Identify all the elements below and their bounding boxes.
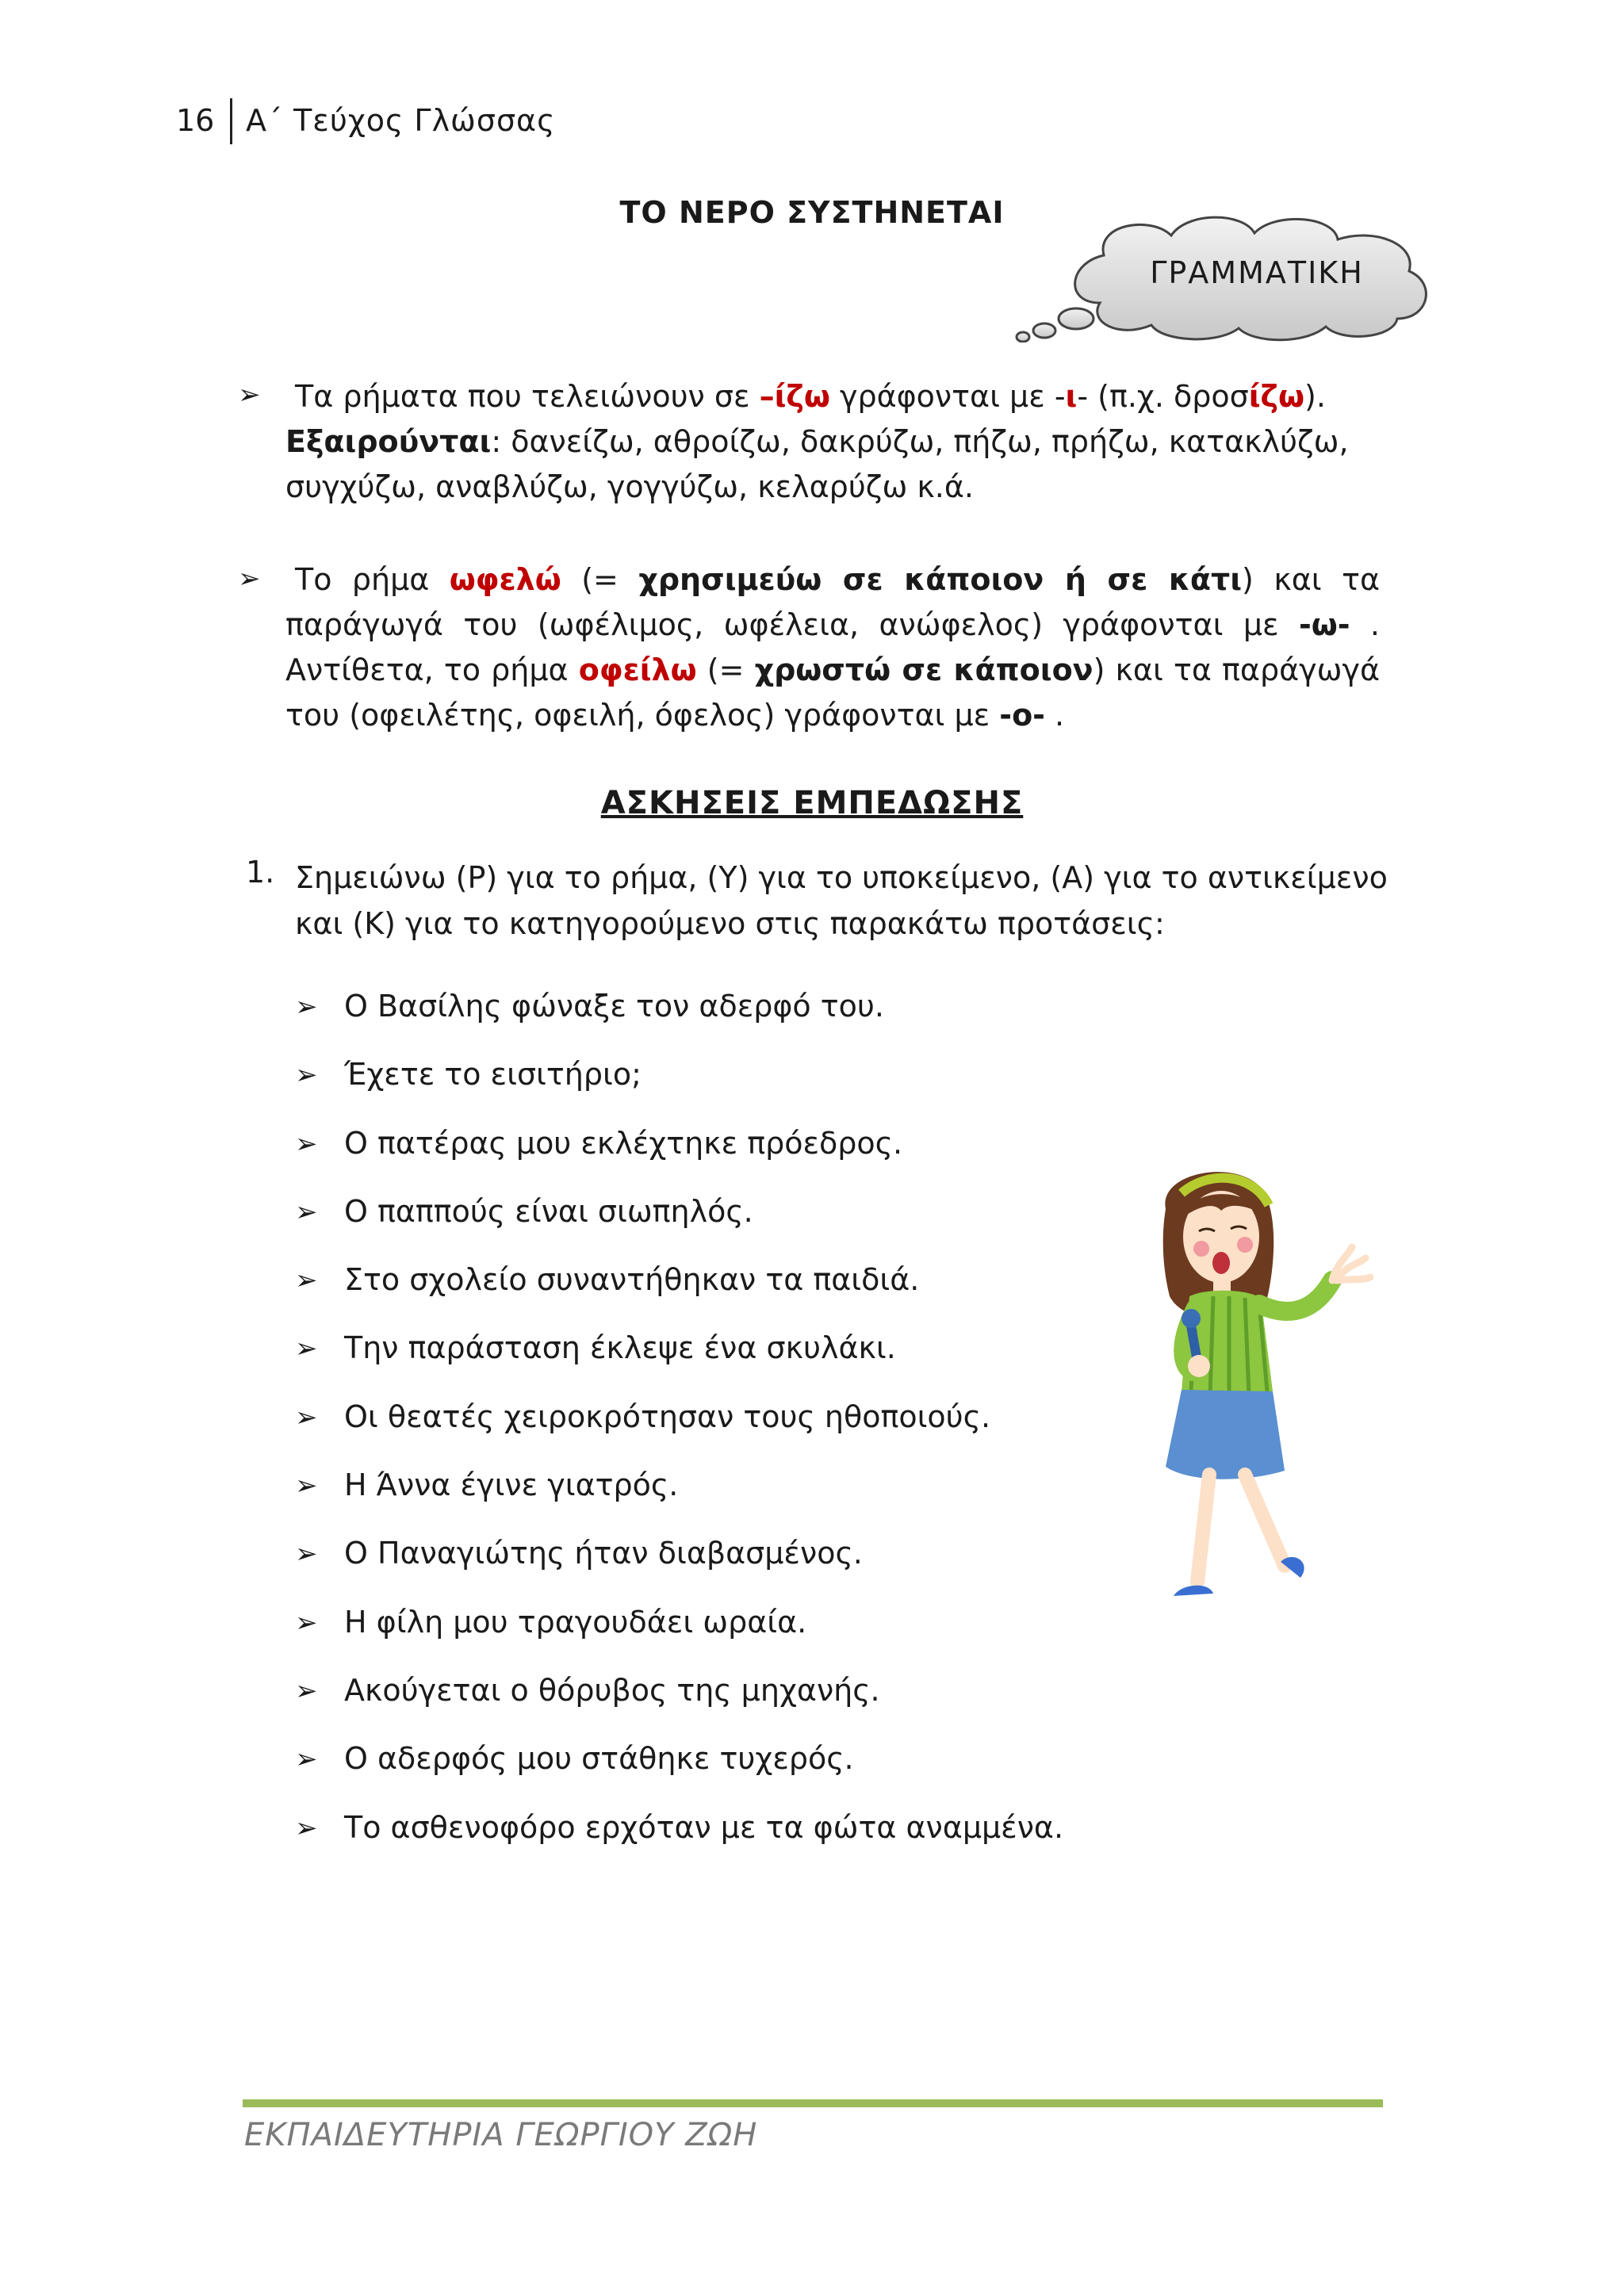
list-item: [295, 1468, 1063, 1536]
rule2-text: ) και τα παράγωγά του (ωφέλιμος, ωφέλεια, ανώφελος) γράφονται με: [285, 562, 1380, 642]
sentence-text: Έχετε το εισιτήριο;: [344, 1057, 642, 1093]
list-item: [295, 1330, 1063, 1399]
rule2-definition-1: χρησιμεύω σε κάποιον ή σε κάτι: [638, 562, 1243, 597]
exercise-instruction: Σημειώνω (Ρ) για το ρήμα, (Υ) για το υποκείμενο, (Α) για το αντικείμενο και (Κ) για το κατηγορούμενο στις παρακάτω προτάσεις:: [295, 860, 1388, 941]
exercises-heading: ΑΣΚΗΣΕΙΣ ΕΜΠΕΔΩΣΗΣ: [600, 785, 1024, 821]
rule1-paragraph: [285, 374, 1380, 510]
bullet-arrow-icon: ➢: [295, 1333, 318, 1365]
bullet-arrow-icon: ➢: [295, 1127, 318, 1160]
sentence-text: Ακούγεται ο θόρυβος της μηχανής.: [344, 1672, 880, 1708]
sentence-text: Ο παππούς είναι σιωπηλός.: [344, 1193, 753, 1229]
rule2-verb-ofeilo: οφείλω: [578, 652, 697, 687]
list-item: [295, 1673, 1063, 1741]
list-item: [295, 1741, 1063, 1809]
bullet-arrow-icon: ➢: [295, 1606, 318, 1639]
rule1-bullet-arrow-icon: ➢: [238, 379, 261, 411]
bullet-arrow-icon: ➢: [295, 1812, 318, 1844]
sentence-text: Την παράσταση έκλεψε ένα σκυλάκι.: [344, 1330, 896, 1366]
bullet-arrow-icon: ➢: [295, 1401, 318, 1433]
header-title: Α΄ Τεύχος Γλώσσας: [246, 103, 556, 138]
header-divider: [230, 98, 232, 144]
rule2-omega: -ω-: [1298, 607, 1350, 642]
rule2-paragraph: [285, 557, 1380, 738]
footer-text: ΕΚΠΑΙΔΕΥΤΗΡΙΑ ΓΕΩΡΓΙΟΥ ΖΩΗ: [244, 2117, 758, 2153]
exercise-number: 1.: [246, 855, 275, 890]
list-item: [295, 1605, 1063, 1673]
sentence-text: Η φίλη μου τραγουδάει ωραία.: [344, 1604, 807, 1640]
rule1-example-ending: ίζω: [1248, 379, 1305, 414]
sentence-text: Ο αδερφός μου στάθηκε τυχερός.: [344, 1741, 854, 1777]
list-item: [295, 1262, 1063, 1330]
sentence-text: Οι θεατές χειροκρότησαν τους ηθοποιούς.: [344, 1399, 991, 1434]
grammar-badge-label: ΓΡΑΜΜΑΤΙΚΗ: [1150, 255, 1364, 290]
rule2-bullet-arrow-icon: ➢: [238, 563, 261, 595]
rule1-exceptions: : δανείζω, αθροίζω, δακρύζω, πήζω, πρήζω, κατακλύζω, συγχύζω, αναβλύζω, γογγύζω, κελαρύζω κ.ά.: [285, 424, 1349, 504]
list-item: [295, 1536, 1063, 1604]
rule2-text: . Αντίθετα, το ρήμα: [285, 607, 1380, 687]
bullet-arrow-icon: ➢: [295, 1196, 318, 1228]
bullet-arrow-icon: ➢: [295, 1674, 318, 1707]
rule1-iota: ι: [1065, 379, 1078, 414]
rule2-omicron: -ο-: [999, 698, 1045, 733]
rule1-exceptions-label: Εξαιρούνται: [285, 424, 492, 459]
page-title: ΤΟ ΝΕΡΟ ΣΥΣΤΗΝΕΤΑΙ: [619, 195, 1005, 230]
sentence-text: Η Άννα έγινε γιατρός.: [344, 1468, 679, 1503]
footer-divider: [243, 2099, 1383, 2107]
rule2-verb-ofelo: ωφελώ: [449, 562, 561, 597]
bullet-arrow-icon: ➢: [295, 1743, 318, 1776]
bullet-arrow-icon: ➢: [295, 1538, 318, 1571]
bullet-arrow-icon: ➢: [295, 1470, 318, 1502]
rule2-text: ) και τα παράγωγά του (οφειλέτης, οφειλή, όφελος) γράφονται με: [285, 652, 1380, 733]
rule2-text: .: [1044, 698, 1065, 733]
list-item: [295, 1810, 1063, 1878]
list-item: [295, 1057, 1063, 1125]
rule2-text: (=: [561, 562, 639, 597]
list-item: [295, 1126, 1063, 1194]
rule1-suffix: –ίζω: [759, 379, 830, 414]
sentence-list: [295, 989, 1063, 1878]
page-number: 16: [176, 103, 215, 138]
sentence-text: Ο Παναγιώτης ήταν διαβασμένος.: [344, 1536, 863, 1571]
rule2-text: Το ρήμα: [295, 562, 450, 597]
sentence-text: Ο Βασίλης φώναξε τον αδερφό του.: [344, 989, 884, 1024]
bullet-arrow-icon: ➢: [295, 1059, 318, 1092]
list-item: [295, 989, 1063, 1057]
rule2-definition-2: χρωστώ σε κάποιον: [754, 652, 1094, 687]
list-item: [295, 1194, 1063, 1262]
rule1-text: - (π.χ. δροσ: [1077, 379, 1249, 414]
sentence-text: Το ασθενοφόρο ερχόταν με τα φώτα αναμμένα.: [344, 1809, 1064, 1845]
rule1-text: Τα ρήματα που τελειώνουν σε: [295, 379, 760, 414]
singing-girl-illustration: [1134, 1161, 1380, 1613]
list-item: [295, 1399, 1063, 1468]
sentence-text: Στο σχολείο συναντήθηκαν τα παιδιά.: [344, 1262, 920, 1298]
bullet-arrow-icon: ➢: [295, 991, 318, 1023]
rule2-text: (=: [696, 652, 755, 687]
bullet-arrow-icon: ➢: [295, 1265, 318, 1297]
rule1-text: γράφονται με -: [829, 379, 1066, 414]
sentence-text: Ο πατέρας μου εκλέχτηκε πρόεδρος.: [344, 1125, 903, 1161]
rule1-text: ).: [1304, 379, 1326, 414]
